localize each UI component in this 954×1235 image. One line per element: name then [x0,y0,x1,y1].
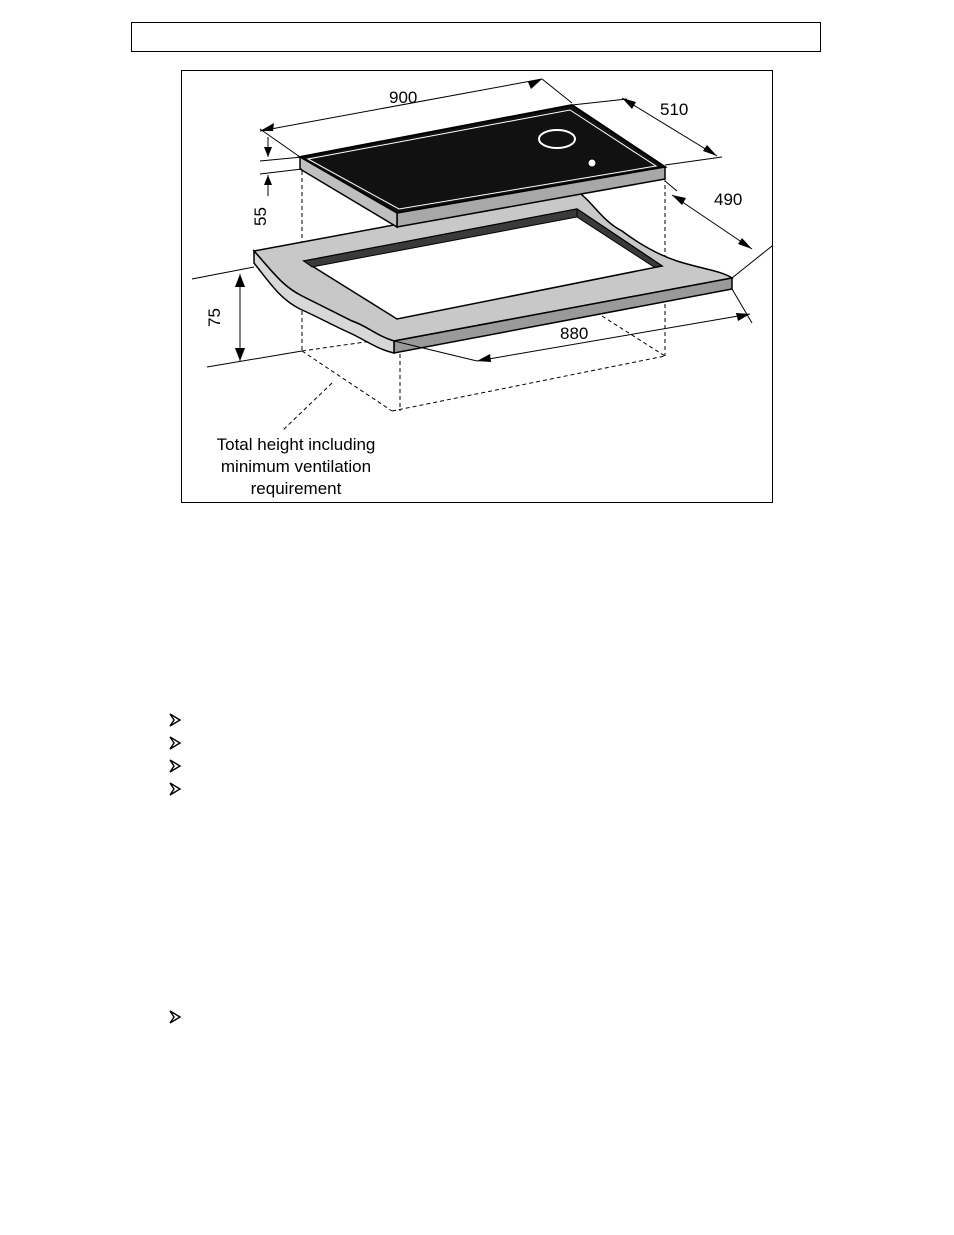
caption-line-3: requirement [250,479,342,498]
arrow-bullet-icon [168,735,182,751]
dim-width-label: 900 [389,88,418,107]
dim-cutout-width-label: 880 [560,324,589,343]
caption-line-1: Total height including [216,435,376,454]
dim-depth-label: 510 [660,100,689,119]
worktop [254,191,732,353]
dim-total-height-label: 75 [205,308,224,327]
page-header-box [131,22,821,52]
caption-line-2: minimum ventilation [220,457,372,476]
installation-diagram [182,71,772,502]
dim-hob-height-label: 55 [251,207,270,226]
control-knob-icon [588,159,596,167]
arrow-bullet-icon [168,712,182,728]
burner-large-icon [539,130,575,148]
arrow-bullet-icon [168,781,182,797]
arrow-bullet-icon [168,758,182,774]
arrow-bullet-icon [168,1009,182,1025]
installation-diagram-frame [181,70,773,503]
hob [300,105,665,227]
dim-cutout-depth-label: 490 [714,190,743,209]
